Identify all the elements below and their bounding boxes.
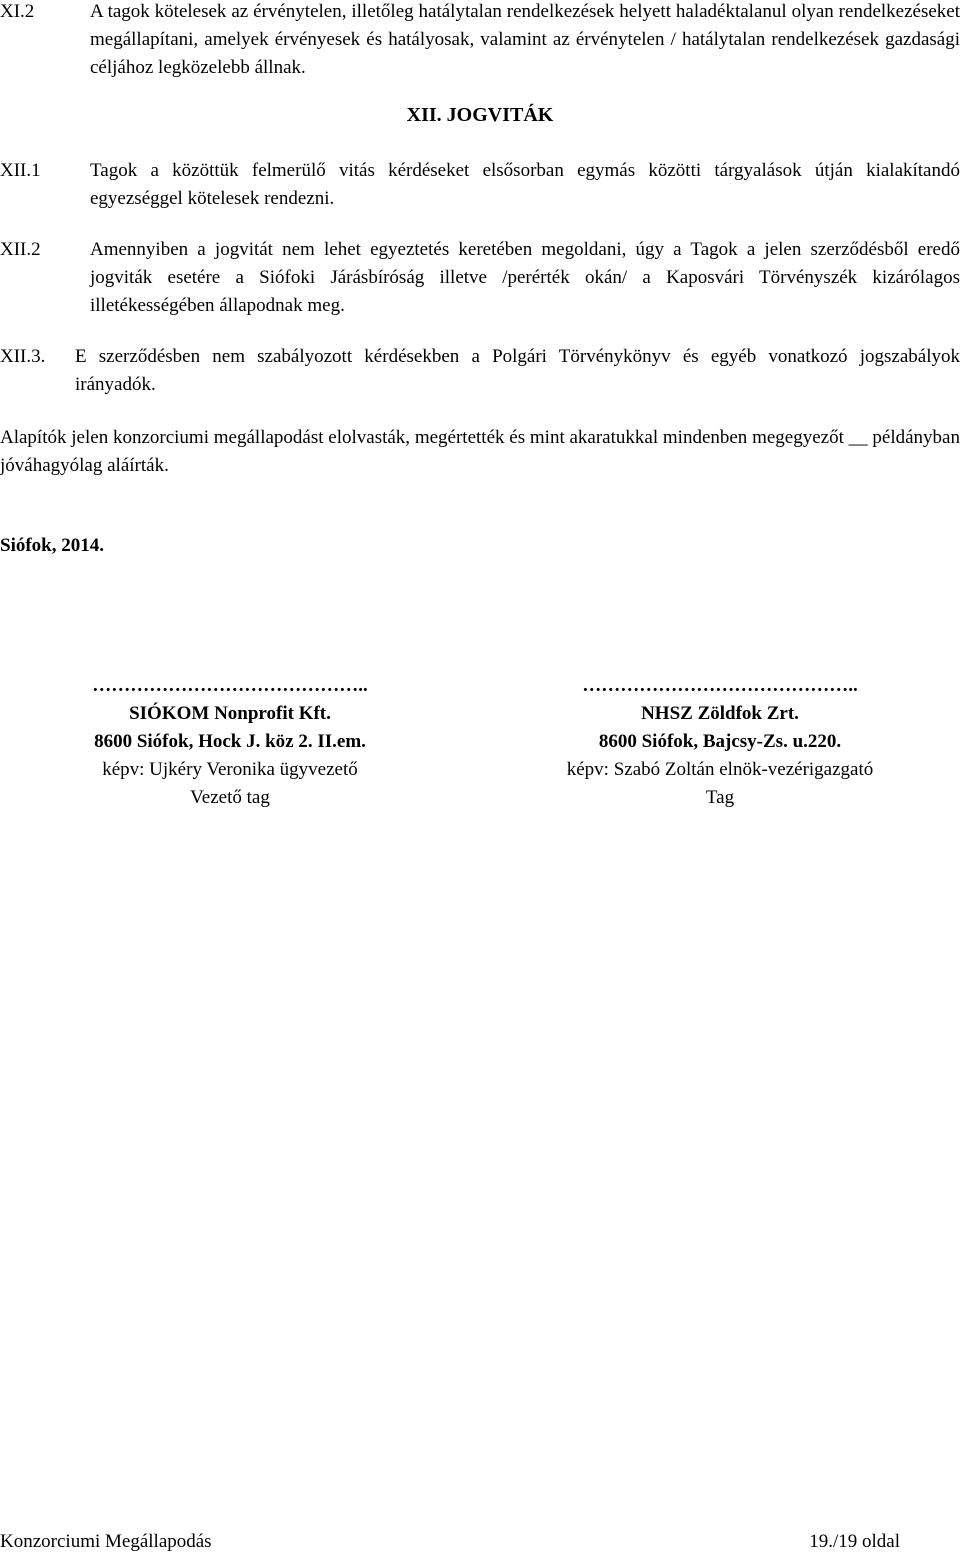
clause-text: Amennyiben a jogvitát nem lehet egyeztetés keretében megoldani, úgy a Tagok a jelen szerződésből eredő jogviták esetére a Siófoki Járásbíróság illetve /perérték okán/ a Kaposvári Törvényszék kizárólagos illetékességében állapodnak meg. (90, 239, 960, 316)
signature-block-left (40, 672, 420, 812)
clause-number: XII.2 (0, 239, 41, 260)
signatory-representative: képv: Ujkéry Veronika ügyvezető (102, 759, 358, 780)
clause-number: XI.2 (0, 1, 35, 22)
clause-text: Tagok a közöttük felmerülő vitás kérdéseket elsősorban egymás közötti tárgyalások útján kialakítandó egyezséggel kötelesek rendezni. (90, 160, 960, 209)
clause-number: XII.3. (0, 346, 46, 367)
signatory-role: Tag (705, 787, 735, 808)
clause-number: XII.1 (0, 160, 41, 181)
clause-text: E szerződésben nem szabályozott kérdésekben a Polgári Törvénykönyv és egyéb vonatkozó jogszabályok irányadók. (75, 346, 960, 395)
signatory-address: 8600 Siófok, Hock J. köz 2. II.em. (94, 731, 366, 752)
footer-title: Konzorciumi Megállapodás (0, 1531, 212, 1552)
section-heading: XII. JOGVITÁK (406, 104, 554, 126)
signature-line: …………………………………….. (582, 675, 858, 696)
footer-page-number: 19./19 oldal (809, 1531, 900, 1552)
closing-paragraph: Alapítók jelen konzorciumi megállapodást elolvasták, megértették és mint akaratukkal mindenben megegyezőt __ példányban jóváhagyólag aláírták. (0, 427, 960, 476)
signatory-name: NHSZ Zöldfok Zrt. (641, 703, 799, 724)
signatory-name: SIÓKOM Nonprofit Kft. (129, 703, 331, 724)
signatory-address: 8600 Siófok, Bajcsy-Zs. u.220. (598, 731, 842, 752)
clause-text: A tagok kötelesek az érvénytelen, illetőleg hatálytalan rendelkezések helyett haladéktalanul olyan rendelkezéseket megállapítani, amelyek érvényesek és hatályosak, valamint az érvénytelen / hatálytalan rendelkezések gazdasági céljához legközelebb állnak. (90, 1, 960, 78)
signatory-role: Vezető tag (190, 787, 270, 808)
place-date: Siófok, 2014. (0, 535, 104, 556)
signature-block-right (520, 672, 920, 812)
signature-line: …………………………………….. (92, 675, 368, 696)
signatory-representative: képv: Szabó Zoltán elnök-vezérigazgató (566, 759, 874, 780)
